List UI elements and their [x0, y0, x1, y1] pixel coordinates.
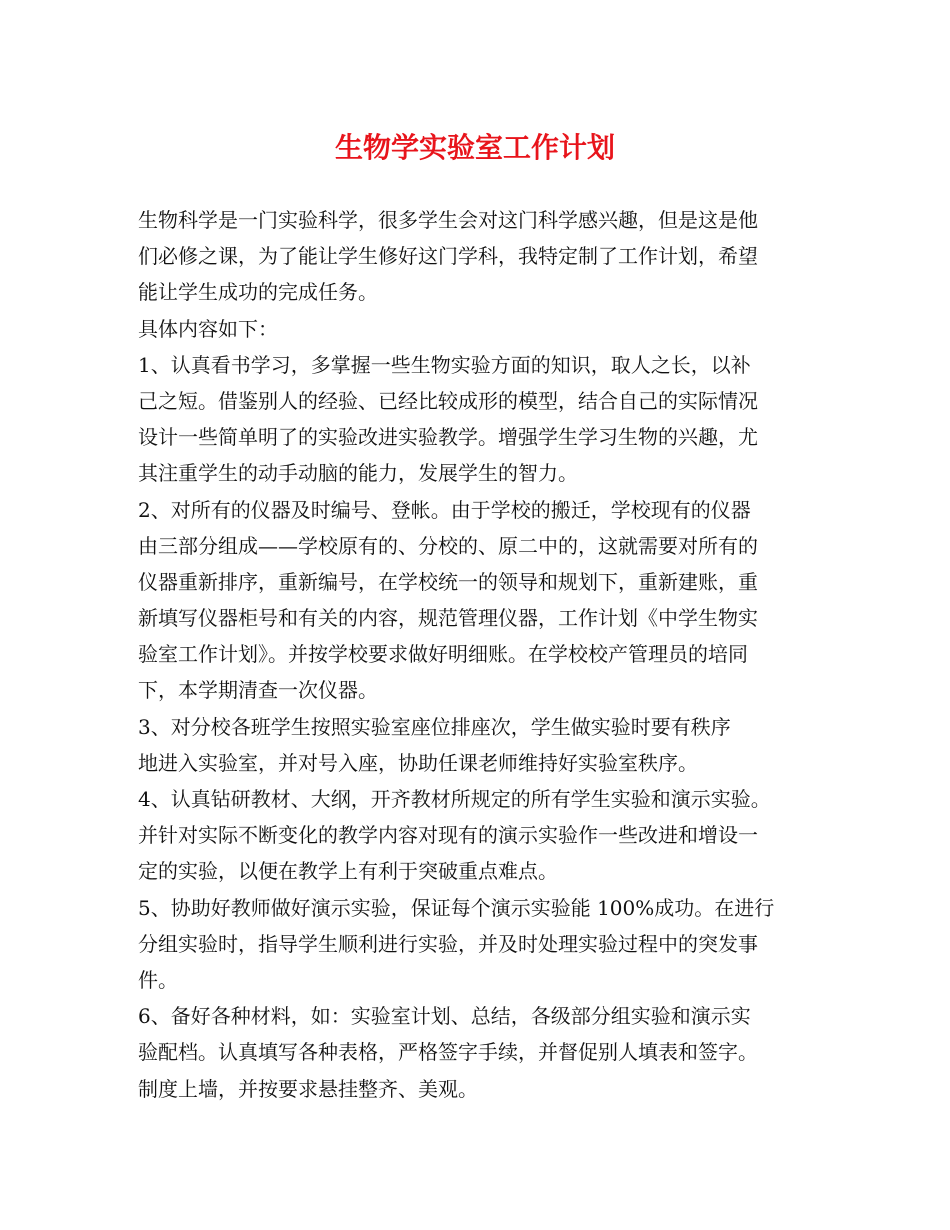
- body-text-line: 地进入实验室，并对号入座，协助任课老师维持好实验室秩序。: [138, 750, 698, 775]
- body-text-line: 其注重学生的动手动脑的能力，发展学生的智力。: [138, 461, 578, 486]
- body-text-line: 1、认真看书学习，多掌握一些生物实验方面的知识，取人之长，以补: [138, 352, 751, 377]
- body-text-line: 由三部分组成——学校原有的、分校的、原二中的，这就需要对所有的: [138, 533, 758, 558]
- document-body: [138, 202, 818, 1107]
- body-text-line: 5、协助好教师做好演示实验，保证每个演示实验能 100%成功。在进行: [138, 895, 775, 920]
- body-text-line: 并针对实际不断变化的教学内容对现有的演示实验作一些改进和增设一: [138, 823, 758, 848]
- body-text-line: 制度上墙，并按要求悬挂整齐、美观。: [138, 1076, 478, 1101]
- body-text-line: 仪器重新排序，重新编号，在学校统一的领导和规划下，重新建账，重: [138, 569, 758, 594]
- body-text-line: 4、认真钻研教材、大纲，开齐教材所规定的所有学生实验和演示实验。: [138, 787, 771, 811]
- body-text-line: 具体内容如下：: [138, 316, 278, 341]
- body-text-line: 能让学生成功的完成任务。: [138, 280, 378, 305]
- body-text-line: 6、备好各种材料，如：实验室计划、总结，各级部分组实验和演示实: [138, 1004, 751, 1029]
- body-text-line: 定的实验，以便在教学上有利于突破重点难点。: [138, 859, 558, 884]
- body-text-line: 生物科学是一门实验科学，很多学生会对这门科学感兴趣，但是这是他: [138, 208, 758, 232]
- body-text-line: 设计一些简单明了的实验改进实验教学。增强学生学习生物的兴趣，尤: [138, 425, 758, 450]
- body-text-line: 们必修之课，为了能让学生修好这门学科，我特定制了工作计划，希望: [138, 244, 758, 269]
- body-text-line: 下，本学期清查一次仪器。: [138, 678, 378, 703]
- document-title: 生物学实验室工作计划: [334, 131, 615, 164]
- body-text-line: 件。: [138, 967, 178, 992]
- body-text-line: 3、对分校各班学生按照实验室座位排座次，学生做实验时要有秩序: [138, 714, 731, 739]
- body-text-line: 验配档。认真填写各种表格，严格签字手续，并督促别人填表和签字。: [138, 1040, 758, 1065]
- body-text-line: 新填写仪器柜号和有关的内容，规范管理仪器，工作计划《中学生物实: [138, 606, 758, 631]
- body-text-line: 验室工作计划》。并按学校要求做好明细账。在学校校产管理员的培同: [138, 642, 748, 667]
- body-text-line: 分组实验时，指导学生顺利进行实验，并及时处理实验过程中的突发事: [138, 931, 758, 956]
- body-text-line: 2、对所有的仪器及时编号、登帐。由于学校的搬迁，学校现有的仪器: [138, 497, 751, 522]
- body-text-line: 己之短。借鉴别人的经验、已经比较成形的模型，结合自己的实际情况: [138, 388, 758, 413]
